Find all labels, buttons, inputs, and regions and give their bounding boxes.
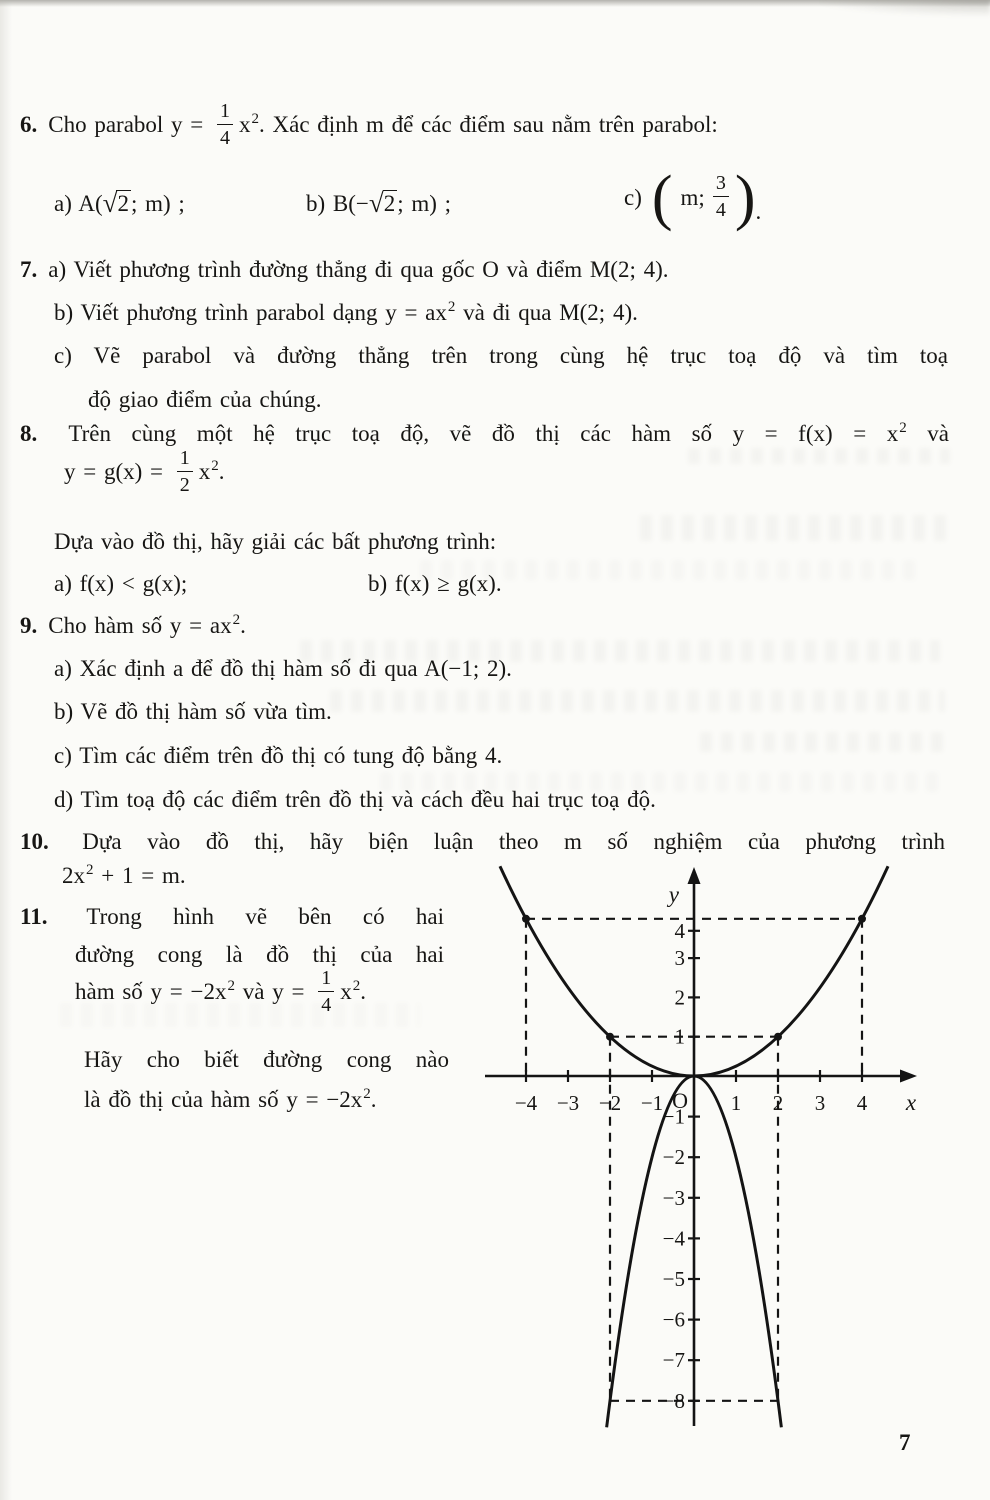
bleedthrough-artifact <box>330 690 945 712</box>
svg-text:−7: −7 <box>662 1348 685 1373</box>
text-run: ; m) ; <box>397 191 452 216</box>
svg-text:x: x <box>905 1090 917 1115</box>
text-run: c) Tìm các điểm trên đồ thị có tung độ bằng 4. <box>54 743 503 768</box>
problem-9-item-b <box>54 692 332 732</box>
text-run: a) Viết phương trình đường thẳng đi qua gốc O và điểm M(2; 4). <box>48 257 669 282</box>
fraction-one-half <box>177 448 193 495</box>
problem-8-item-a <box>54 564 187 604</box>
exponent: 2 <box>899 420 907 436</box>
text-run: . <box>755 199 762 224</box>
problem-7-item-a <box>20 250 669 290</box>
text-run: . <box>218 459 225 484</box>
text-run: và đi qua M(2; 4). <box>455 300 638 325</box>
page-number: 7 <box>899 1430 911 1455</box>
text-run: Dựa vào đồ thị, hãy giải các bất phương trình: <box>54 529 497 554</box>
scan-corner-artifact <box>820 0 990 16</box>
exponent: 2 <box>352 978 361 994</box>
problem-11-line4 <box>84 1040 449 1080</box>
text-run: b) f(x) ≥ g(x). <box>368 571 502 596</box>
problem-6-item-c <box>624 156 761 240</box>
exponent: 2 <box>447 299 456 315</box>
svg-text:−5: −5 <box>662 1267 685 1291</box>
text-run: ; m) ; <box>130 191 185 216</box>
parabola-coordinate-figure <box>455 856 935 1436</box>
text-run: b) Viết phương trình parabol dạng y = ax <box>54 300 447 325</box>
problem-8-formula <box>64 440 225 507</box>
exponent: 2 <box>251 111 260 127</box>
problem-7-number: 7. <box>20 257 38 282</box>
fraction-numerator: 1 <box>179 447 190 470</box>
problem-11-number: 11. <box>20 904 48 929</box>
svg-text:O: O <box>672 1088 688 1113</box>
exponent: 2 <box>363 1086 371 1102</box>
problem-9-intro <box>20 606 246 649</box>
text-run: x <box>340 979 352 1004</box>
text-run: d) Tìm toạ độ các điểm trên đồ thị và cách đều hai trục toạ độ. <box>54 787 656 812</box>
svg-text:−4: −4 <box>514 1091 538 1115</box>
scan-edge-artifact-left <box>0 0 12 1500</box>
text-run: a) f(x) < g(x); <box>54 571 188 596</box>
problem-11-line5 <box>84 1080 377 1123</box>
svg-text:−1: −1 <box>640 1091 664 1115</box>
problem-9-item-a <box>54 649 512 689</box>
radicand: 2 <box>117 191 129 216</box>
problem-11-line1 <box>20 897 444 937</box>
problem-6-intro <box>20 94 718 159</box>
problem-6-item-b <box>306 180 451 226</box>
problem-7-item-c-line1 <box>54 336 948 376</box>
fraction-one-fourth <box>217 101 233 148</box>
problem-9-number: 9. <box>20 613 38 638</box>
sqrt-icon: √ <box>368 188 384 218</box>
text-run: hàm số y = −2x <box>75 979 227 1004</box>
problem-6-number: 6. <box>20 112 38 137</box>
problem-9-item-c <box>54 736 502 776</box>
svg-text:3: 3 <box>814 1091 826 1115</box>
exponent: 2 <box>86 862 94 878</box>
fraction-denominator: 2 <box>177 471 193 495</box>
svg-text:−1: −1 <box>662 1104 685 1129</box>
text-run: và <box>906 421 949 446</box>
text-run: . Xác định m để các điểm sau nằm trên parabol: <box>259 112 718 137</box>
svg-text:4: 4 <box>856 1091 868 1115</box>
text-run: Hãy cho biết đường cong nào <box>84 1047 449 1072</box>
text-run: a) Xác định a để đồ thị hàm số đi qua A(−1; 2). <box>54 656 512 681</box>
text-run: b) Vẽ đồ thị hàm số vừa tìm. <box>54 699 332 724</box>
problem-10-number: 10. <box>20 829 49 854</box>
exponent: 2 <box>227 978 235 994</box>
bleedthrough-artifact <box>700 732 950 752</box>
text-run: m; <box>680 185 705 210</box>
text-run: b) B(− <box>306 191 369 216</box>
text-run: đường cong là đồ thị của hai <box>75 942 444 967</box>
exponent: 2 <box>232 612 241 628</box>
svg-text:1: 1 <box>730 1091 742 1115</box>
text-run: . <box>360 979 366 1004</box>
svg-text:2: 2 <box>674 985 685 1010</box>
text-run: Dựa vào đồ thị, hãy biện luận theo m số nghiệm của phương trình <box>82 829 946 854</box>
problem-6-item-a <box>54 180 185 226</box>
text-run: c) <box>624 185 642 210</box>
text-run: x <box>198 459 211 484</box>
fraction-denominator: 4 <box>217 124 233 148</box>
text-run: độ giao điểm của chúng. <box>88 387 322 412</box>
fraction-denominator: 4 <box>713 196 729 220</box>
fraction-numerator: 3 <box>715 171 726 194</box>
svg-text:−4: −4 <box>662 1226 685 1251</box>
svg-text:−2: −2 <box>662 1145 685 1170</box>
problem-8-instruction <box>54 522 496 562</box>
svg-text:3: 3 <box>674 946 685 971</box>
sqrt-icon: √ <box>102 188 118 218</box>
svg-text:−6: −6 <box>662 1307 685 1332</box>
svg-text:−8: −8 <box>662 1388 685 1413</box>
text-run: + 1 = m. <box>93 863 186 888</box>
svg-text:y: y <box>668 882 679 907</box>
text-run: y = g(x) = <box>64 459 164 484</box>
text-run: và y = <box>235 979 305 1004</box>
svg-text:4: 4 <box>674 918 685 943</box>
text-run: là đồ thị của hàm số y = −2x <box>84 1087 363 1112</box>
problem-11-formula <box>75 960 366 1027</box>
fraction-numerator: 1 <box>321 967 332 990</box>
text-run: Trong hình vẽ bên có hai <box>86 904 444 929</box>
problem-8-number: 8. <box>20 421 38 446</box>
text-run: . <box>240 613 246 638</box>
fraction-one-fourth <box>318 968 334 1015</box>
svg-text:−3: −3 <box>662 1185 685 1210</box>
text-run: Cho parabol y = <box>48 112 204 137</box>
bleedthrough-artifact <box>640 515 950 541</box>
text-run: 2x <box>62 863 85 888</box>
problem-10-line2 <box>62 856 186 899</box>
problem-7-item-b <box>54 293 638 336</box>
exponent: 2 <box>211 458 219 474</box>
fraction-three-fourths <box>713 173 729 220</box>
svg-text:2: 2 <box>772 1091 784 1115</box>
radicand: 2 <box>383 191 396 216</box>
problem-8-item-b <box>368 564 502 604</box>
fraction-numerator: 1 <box>220 100 231 123</box>
svg-text:1: 1 <box>674 1024 685 1049</box>
svg-text:−3: −3 <box>556 1091 580 1115</box>
problem-9-item-d <box>54 780 656 820</box>
text-run: x <box>239 112 251 137</box>
fraction-denominator: 4 <box>318 991 334 1015</box>
close-paren: ) <box>734 164 756 232</box>
text-run: c) Vẽ parabol và đường thẳng trên trong cùng hệ trục toạ độ và tìm toạ <box>54 343 948 368</box>
svg-text:−2: −2 <box>598 1091 622 1115</box>
text-run: a) A( <box>54 191 103 216</box>
text-run: Cho hàm số y = ax <box>48 613 232 638</box>
text-run: . <box>370 1087 377 1112</box>
text-run: Trên cùng một hệ trục toạ độ, vẽ đồ thị các hàm số y = f(x) = x <box>68 421 899 446</box>
open-paren: ( <box>651 164 673 232</box>
